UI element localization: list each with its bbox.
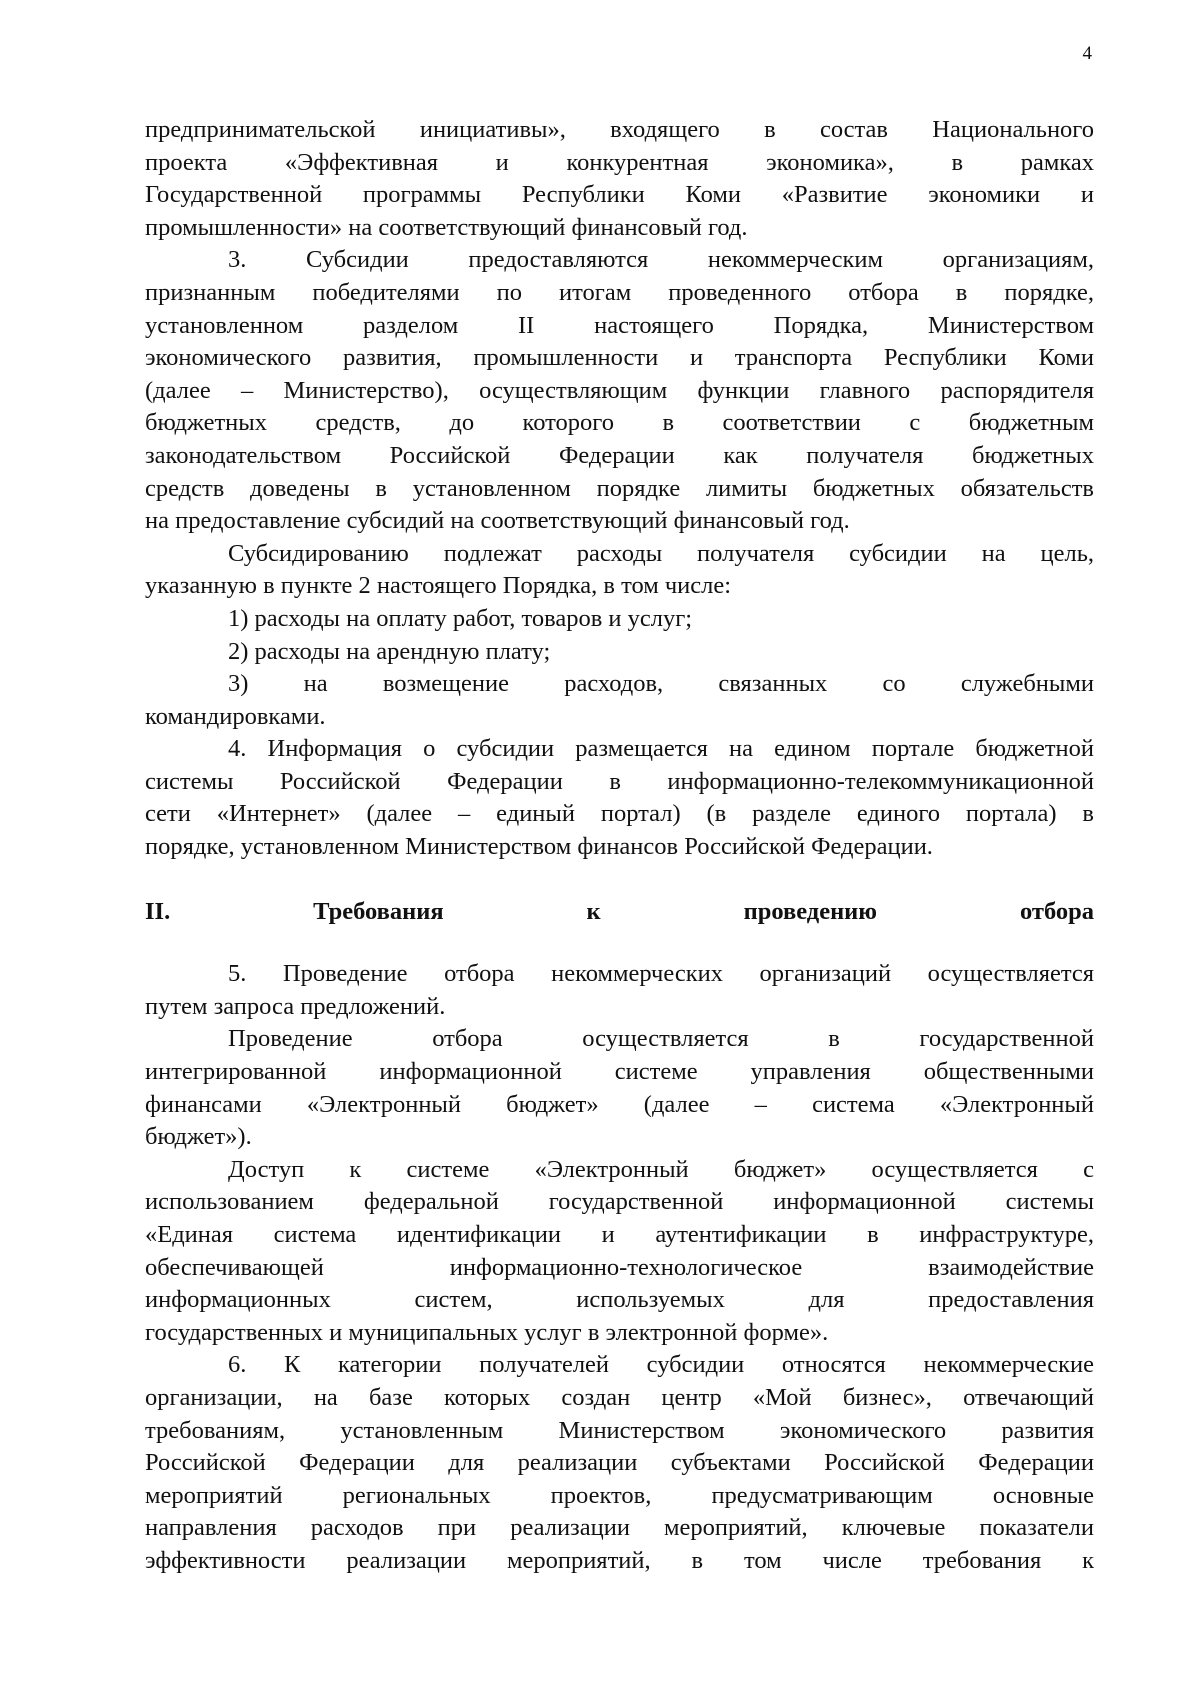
text-line: сети «Интернет» (далее – единый портал) (в разделе единого портала) в [145, 800, 1094, 828]
text-line: эффективности реализации мероприятий, в том числе требования к [145, 1546, 1094, 1574]
text-line: бюджет»). [145, 1123, 252, 1151]
text-line: «Единая система идентификации и аутентификации в инфраструктуре, [145, 1221, 1094, 1248]
text-line: 3. Субсидии предоставляются некоммерческим организациям, [228, 246, 1094, 274]
text-line: направления расходов при реализации мероприятий, ключевые показатели [145, 1514, 1094, 1542]
text-line: проекта «Эффективная и конкурентная экономика», в рамках [145, 148, 1094, 176]
text-line: финансами «Электронный бюджет» (далее – система «Электронный [145, 1090, 1094, 1118]
text-line: указанную в пункте 2 настоящего Порядка, в том числе: [145, 572, 732, 600]
text-line: системы Российской Федерации в информационно-телекоммуникационной [145, 767, 1094, 795]
text-line: Проведение отбора осуществляется в государственной [228, 1025, 1094, 1053]
text-line: (далее – Министерство), осуществляющим функции главного распорядителя [145, 376, 1094, 404]
text-line: 4. Информация о субсидии размещается на едином портале бюджетной [228, 735, 1094, 763]
text-line: средств доведены в установленном порядке лимиты бюджетных обязательств [145, 474, 1094, 502]
text-line: мероприятий региональных проектов, предусматривающим основные [145, 1481, 1094, 1509]
text-line: интегрированной информационной системе управления общественными [145, 1058, 1094, 1086]
text-line: на предоставление субсидий на соответствующий финансовый год. [145, 507, 850, 535]
text-line: промышленности» на соответствующий финансовый год. [145, 213, 748, 241]
text-line: признанным победителями по итогам проведенного отбора в порядке, [145, 278, 1094, 306]
list-item: 3) на возмещение расходов, связанных со служебными [228, 670, 1094, 698]
list-item: 2) расходы на арендную плату; [228, 637, 551, 665]
text-line: обеспечивающей информационно-технологическое взаимодействие [145, 1253, 1094, 1281]
text-line: организации, на базе которых создан центр «Мой бизнес», отвечающий [145, 1383, 1094, 1411]
text-line: Государственной программы Республики Коми «Развитие экономики и [145, 181, 1094, 209]
document-body [145, 114, 1094, 1578]
text-line: информационных систем, используемых для предоставления [145, 1286, 1094, 1314]
text-line: путем запроса предложений. [145, 992, 446, 1020]
text-line: установленном разделом II настоящего Порядка, Министерством [145, 311, 1094, 339]
page-number: 4 [1082, 43, 1092, 64]
text-line: государственных и муниципальных услуг в электронной форме». [145, 1318, 829, 1346]
text-line: Субсидированию подлежат расходы получателя субсидии на цель, [228, 539, 1094, 567]
text-line: предпринимательской инициативы», входящего в состав Национального [145, 116, 1094, 143]
section-heading: II. Требования к проведению отбора [145, 897, 1094, 925]
text-line: экономического развития, промышленности и транспорта Республики Коми [145, 344, 1094, 372]
text-line: требованиям, установленным Министерством экономического развития [145, 1416, 1094, 1444]
text-line: 5. Проведение отбора некоммерческих организаций осуществляется [228, 960, 1094, 988]
text-line: использованием федеральной государственной информационной системы [145, 1188, 1094, 1216]
text-line: законодательством Российской Федерации как получателя бюджетных [145, 441, 1094, 469]
text-line: Российской Федерации для реализации субъектами Российской Федерации [145, 1449, 1094, 1477]
list-item: 1) расходы на оплату работ, товаров и услуг; [228, 604, 693, 632]
text-line: 6. К категории получателей субсидии относятся некоммерческие [228, 1351, 1094, 1379]
text-line: командировками. [145, 702, 326, 730]
text-line: порядке, установленном Министерством финансов Российской Федерации. [145, 833, 933, 861]
text-line: бюджетных средств, до которого в соответствии с бюджетным [145, 409, 1094, 437]
text-line: Доступ к системе «Электронный бюджет» осуществляется с [228, 1155, 1094, 1183]
